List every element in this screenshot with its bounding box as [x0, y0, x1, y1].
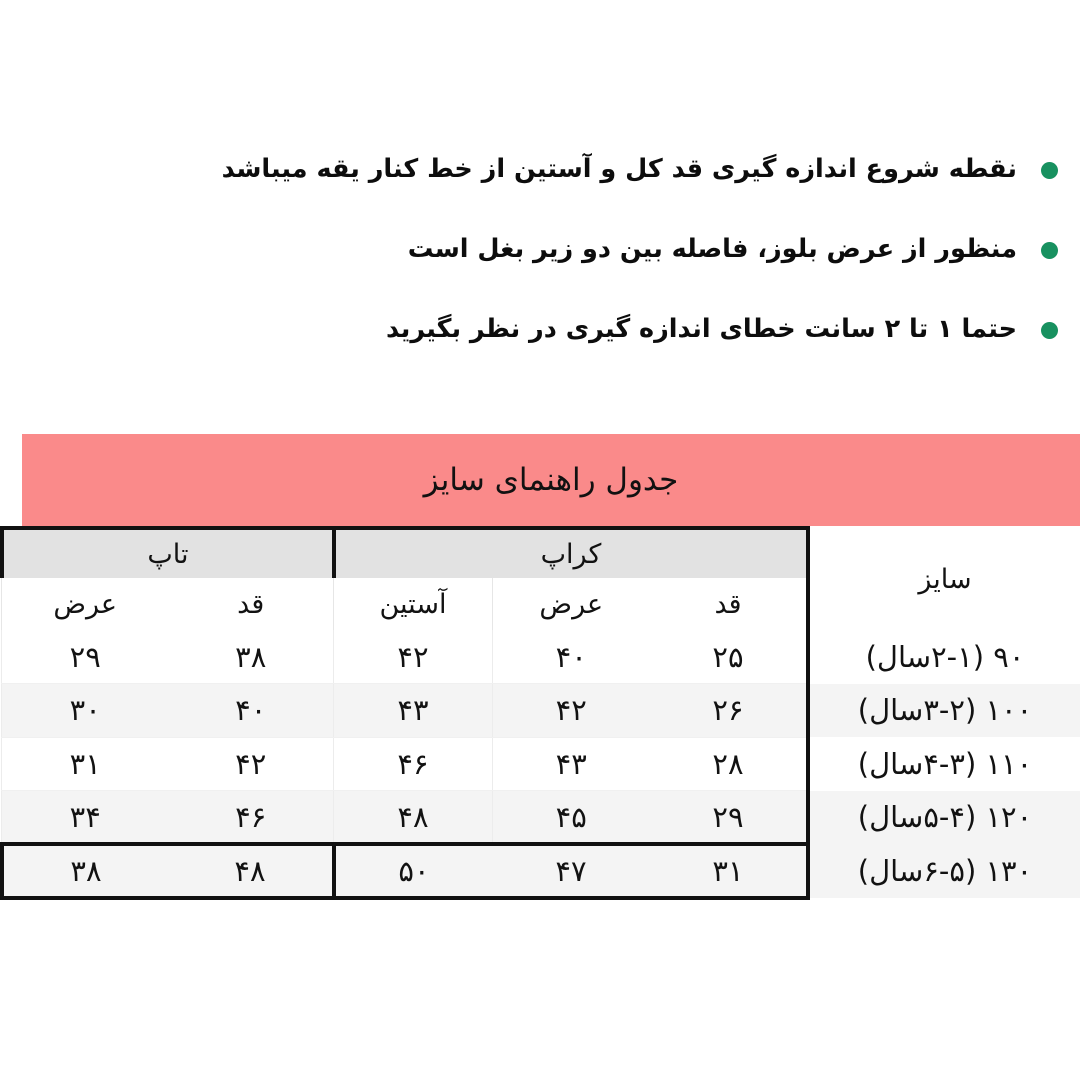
- column-header-size: سایز: [808, 528, 1080, 630]
- table-head: [2, 528, 1080, 630]
- cell-crop-sleeve: ۴۶: [334, 737, 492, 791]
- cell-top-width: ۳۸: [2, 844, 168, 898]
- column-group-header-crop: کراپ: [334, 528, 808, 578]
- size-guide-table: [0, 526, 1080, 900]
- table-row: [2, 791, 1080, 845]
- measurement-notes-list: [0, 130, 1058, 370]
- note-item: [0, 210, 1058, 290]
- cell-crop-width: ۴۰: [492, 630, 650, 684]
- cell-crop-sleeve: ۵۰: [334, 844, 492, 898]
- cell-crop-width: ۴۷: [492, 844, 650, 898]
- column-header-crop-length: قد: [650, 578, 808, 630]
- column-header-crop-width: عرض: [492, 578, 650, 630]
- column-header-top-width: عرض: [2, 578, 168, 630]
- size-guide-section: [0, 434, 1080, 900]
- table-row: [2, 630, 1080, 684]
- cell-size: ۹۰ (۲-۱سال): [808, 630, 1080, 684]
- cell-crop-sleeve: ۴۸: [334, 791, 492, 845]
- cell-crop-length: ۲۶: [650, 684, 808, 738]
- cell-top-length: ۴۲: [168, 737, 334, 791]
- note-text: حتما ۱ تا ۲ سانت خطای اندازه گیری در نظر بگیرید: [386, 314, 1017, 345]
- column-header-top-length: قد: [168, 578, 334, 630]
- cell-crop-sleeve: ۴۳: [334, 684, 492, 738]
- cell-size: ۱۳۰ (۶-۵سال): [808, 844, 1080, 898]
- cell-top-length: ۳۸: [168, 630, 334, 684]
- page-title: جدول راهنمای سایز: [423, 462, 679, 498]
- cell-top-length: ۴۸: [168, 844, 334, 898]
- cell-crop-width: ۴۲: [492, 684, 650, 738]
- cell-size: ۱۲۰ (۵-۴سال): [808, 791, 1080, 845]
- size-guide-title-bar: [22, 434, 1080, 526]
- note-item: [0, 290, 1058, 370]
- cell-top-length: ۴۰: [168, 684, 334, 738]
- cell-size: ۱۱۰ (۴-۳سال): [808, 737, 1080, 791]
- cell-crop-sleeve: ۴۲: [334, 630, 492, 684]
- cell-top-width: ۳۱: [2, 737, 168, 791]
- cell-top-width: ۳۰: [2, 684, 168, 738]
- table-row: [2, 684, 1080, 738]
- bullet-icon: [1041, 322, 1058, 339]
- cell-size: ۱۰۰ (۳-۲سال): [808, 684, 1080, 738]
- cell-crop-width: ۴۳: [492, 737, 650, 791]
- bullet-icon: [1041, 242, 1058, 259]
- note-text: منظور از عرض بلوز، فاصله بین دو زیر بغل است: [407, 234, 1017, 265]
- note-text: نقطه شروع اندازه گیری قد کل و آستین از خط کنار یقه میباشد: [221, 154, 1017, 185]
- cell-crop-length: ۳۱: [650, 844, 808, 898]
- cell-crop-length: ۲۹: [650, 791, 808, 845]
- column-header-crop-sleeve: آستین: [334, 578, 492, 630]
- cell-top-width: ۳۴: [2, 791, 168, 845]
- table-row: [2, 737, 1080, 791]
- table-row: [2, 844, 1080, 898]
- table-body: [2, 630, 1080, 898]
- table-group-header-row: [2, 528, 1080, 578]
- bullet-icon: [1041, 162, 1058, 179]
- column-group-header-top: تاپ: [2, 528, 334, 578]
- cell-crop-length: ۲۸: [650, 737, 808, 791]
- cell-top-width: ۲۹: [2, 630, 168, 684]
- cell-top-length: ۴۶: [168, 791, 334, 845]
- cell-crop-length: ۲۵: [650, 630, 808, 684]
- cell-crop-width: ۴۵: [492, 791, 650, 845]
- note-item: [0, 130, 1058, 210]
